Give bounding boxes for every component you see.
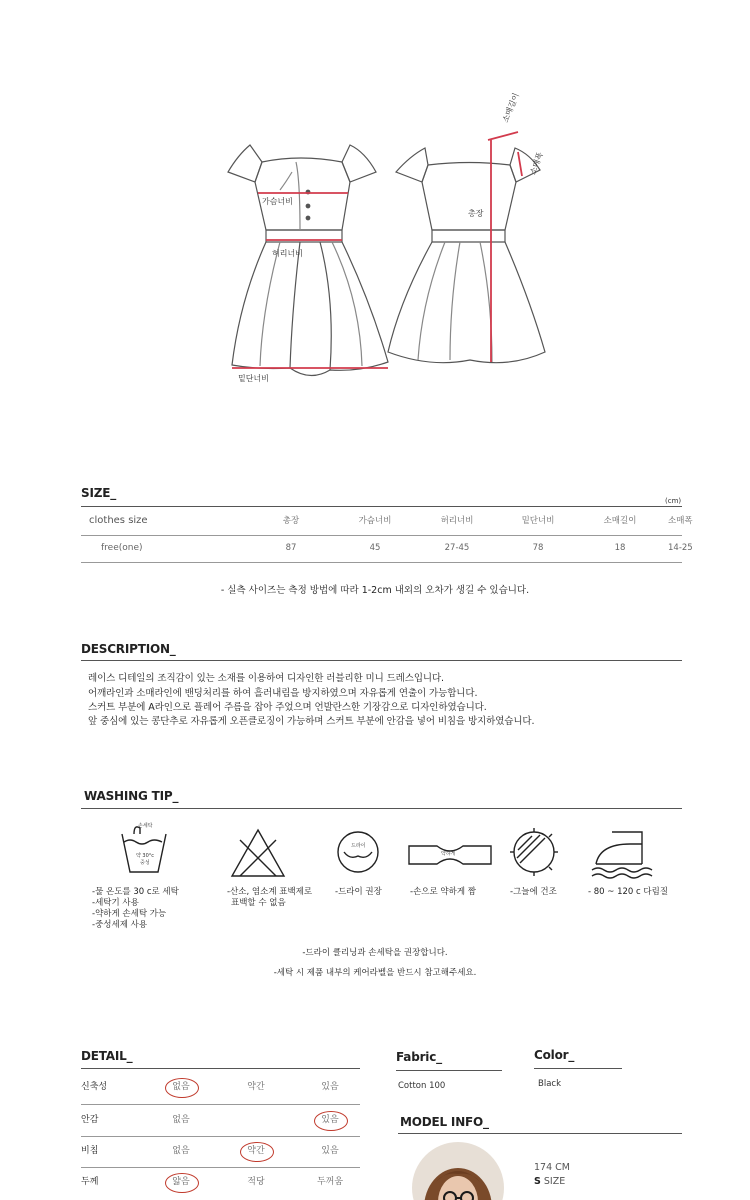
- hand-wash-text: 손세탁: [138, 823, 153, 829]
- description-title: DESCRIPTION_: [81, 642, 176, 656]
- washing-caption: -그늘에 건조: [510, 887, 557, 897]
- back-skirt: [388, 242, 545, 363]
- size-table-header: [81, 507, 693, 535]
- hand-wash-icon: [118, 822, 170, 878]
- sleeve-width-label: 소매폭: [528, 151, 545, 176]
- wring-text: 약하게: [441, 851, 456, 857]
- washing-caption: - 80 ~ 120 c 다림질: [588, 887, 669, 897]
- washing-note: -세탁 시 제품 내부의 케어라벨을 반드시 참고해주세요.: [273, 968, 477, 978]
- color-value: Black: [538, 1079, 561, 1089]
- no-bleach-icon: [230, 828, 286, 878]
- shade-dry-icon: [510, 828, 558, 876]
- model-height: 174 CM: [534, 1162, 570, 1173]
- size-cell: 45: [369, 543, 381, 553]
- description-line: 어깨라인과 소매라인에 밴딩처리를 하여 흘러내림을 방지하였으며 자유롭게 연출이 가능합니다.: [88, 688, 478, 699]
- hand-wash-temp: 약 30°c: [136, 853, 155, 859]
- dry-clean-icon: [336, 830, 380, 874]
- front-skirt: [232, 242, 388, 376]
- size-col-sleeve-width: 소매폭: [668, 516, 693, 526]
- detail-row-stretch: 신축성 없음 약간 있음: [81, 1072, 360, 1102]
- washing-title: WASHING TIP_: [84, 789, 179, 803]
- dress-sketch: [200, 120, 560, 400]
- dress-diagram: [200, 91, 560, 400]
- detail-title: DETAIL_: [81, 1049, 133, 1063]
- size-cell: free(one): [101, 543, 143, 553]
- size-note: - 실측 사이즈는 측정 방법에 따라 1-2cm 내외의 오차가 생길 수 있습니다.: [220, 585, 530, 596]
- model-size: S SIZE: [534, 1176, 566, 1187]
- description-line: 앞 중심에 있는 콩단추로 자유롭게 오픈클로징이 가능하며 스커트 부분에 안감을 넣어 비침을 방지하였습니다.: [88, 716, 535, 727]
- size-col-length: 총장: [282, 516, 300, 526]
- description-line: 레이스 디테일의 조직감이 있는 소재를 이용하여 디자인한 러블리한 미니 드레스입니다.: [88, 673, 444, 684]
- length-label: 총장: [468, 209, 484, 218]
- color-title: Color_: [534, 1048, 575, 1062]
- sleeve-length-line: [488, 132, 518, 140]
- model-info-title: MODEL INFO_: [400, 1115, 489, 1129]
- washing-caption: -산소, 염소계 표백제로 표백할 수 없음: [227, 887, 313, 908]
- size-title: SIZE_: [81, 486, 117, 500]
- sleeve-width-line: [518, 152, 522, 176]
- chest-label: 가슴너비: [262, 197, 293, 206]
- detail-row-thickness: 두께 얇음 적당 두꺼움: [81, 1167, 360, 1197]
- size-cell: 87: [285, 543, 297, 553]
- size-col-chest: 가슴너비: [358, 516, 392, 526]
- size-col-clothes: clothes size: [89, 515, 148, 526]
- washing-caption: -물 온도를 30 c로 세탁 -세탁기 사용 -약하게 손세탁 가능 -중성세제 사용: [92, 887, 179, 930]
- back-waistband: [432, 230, 505, 242]
- back-bodice: [422, 163, 516, 231]
- description-line: 스커트 부분에 A라인으로 플레어 주름을 잡아 주었으며 언발란스한 기장감으로 디자인하였습니다.: [88, 702, 487, 713]
- hand-wash-mild: 중성: [140, 860, 150, 866]
- size-unit: (cm): [665, 497, 682, 505]
- size-cell: 14-25: [668, 543, 693, 553]
- detail-row-sheer: 비침 없음 약간 있음: [81, 1136, 360, 1166]
- front-sleeve-right: [342, 145, 376, 182]
- sleeve-length-label: 소매길이: [500, 91, 521, 124]
- washing-caption: -손으로 약하게 짬: [410, 887, 476, 897]
- wring-gently-icon: [407, 840, 493, 870]
- hem-label: 밑단너비: [238, 374, 269, 383]
- fabric-title: Fabric_: [396, 1050, 442, 1064]
- front-bodice: [255, 158, 350, 230]
- size-cell: 27-45: [444, 543, 470, 553]
- size-cell: 18: [614, 543, 626, 553]
- fabric-value: Cotton 100: [398, 1081, 446, 1091]
- model-photo: [412, 1142, 504, 1200]
- size-table-row: [81, 534, 693, 562]
- waist-label: 허리너비: [272, 249, 303, 258]
- size-cell: 78: [532, 543, 544, 553]
- dry-clean-text: 드라이: [351, 843, 366, 849]
- detail-row-lining: 안감 없음 있음: [81, 1105, 360, 1135]
- size-col-sleeve-length: 소매길이: [603, 516, 637, 526]
- size-col-waist: 허리너비: [440, 516, 474, 526]
- iron-icon: [590, 826, 658, 880]
- washing-caption: -드라이 권장: [335, 887, 382, 897]
- washing-note: -드라이 클리닝과 손세탁을 권장합니다.: [302, 948, 448, 958]
- size-col-hem: 밑단너비: [521, 516, 555, 526]
